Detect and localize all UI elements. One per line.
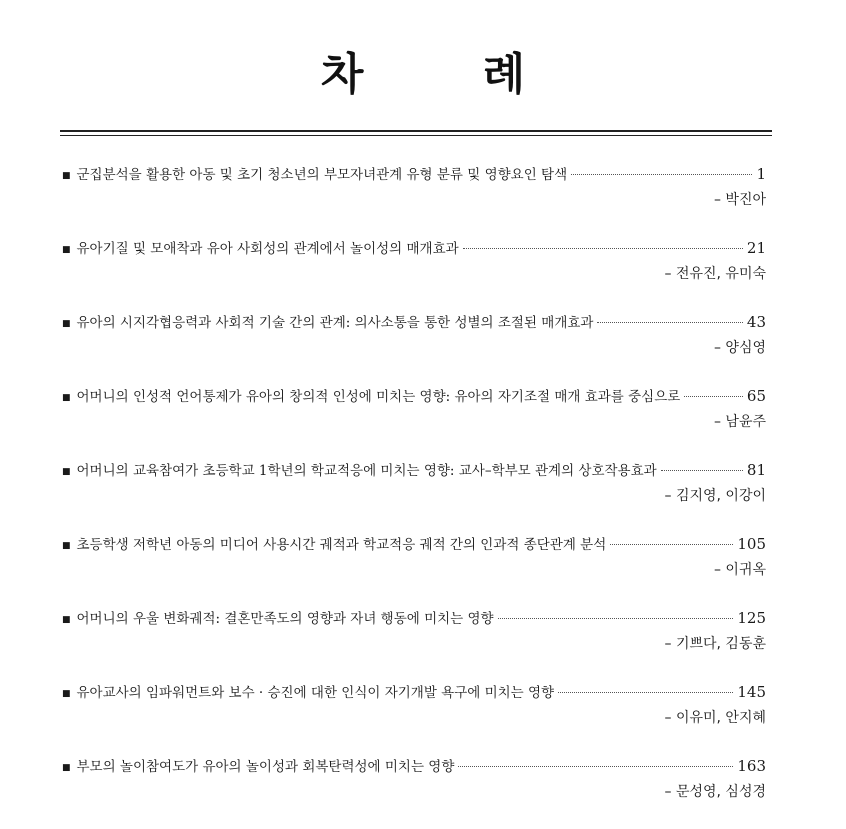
toc-entry-page-number[interactable]: 65 — [746, 387, 766, 405]
toc-entry-authors: – 이귀옥 — [713, 562, 766, 578]
toc-entry-authors: – 박진아 — [713, 192, 766, 208]
toc-entry-page-number[interactable]: 43 — [746, 313, 766, 331]
dot-leader — [661, 470, 743, 471]
toc-entry-page-number[interactable]: 163 — [737, 757, 766, 775]
toc-entry-page-number[interactable]: 21 — [746, 239, 766, 257]
dot-leader — [610, 544, 733, 545]
square-bullet-icon: ■ — [62, 393, 71, 403]
toc-entry-authors: – 김지영, 이강이 — [664, 488, 766, 504]
toc-entry-title[interactable]: 유아기질 및 모애착과 유아 사회성의 관계에서 놀이성의 매개효과 — [76, 241, 459, 257]
toc-entry[interactable] — [62, 311, 766, 385]
toc-entry-authors: – 양심영 — [713, 340, 766, 356]
square-bullet-icon: ■ — [62, 467, 71, 477]
toc-entry-line — [62, 459, 766, 481]
toc-entry-authors: – 이유미, 안지혜 — [664, 710, 766, 726]
square-bullet-icon: ■ — [62, 763, 71, 773]
toc-entry-line — [62, 163, 766, 185]
toc-entry[interactable] — [62, 163, 766, 237]
toc-entry-title[interactable]: 부모의 놀이참여도가 유아의 놀이성과 회복탄력성에 미치는 영향 — [76, 759, 455, 775]
toc-entry-title[interactable]: 어머니의 교육참여가 초등학교 1학년의 학교적응에 미치는 영향: 교사–학부모 관계의 상호작용효과 — [76, 463, 657, 479]
toc-entry[interactable] — [62, 237, 766, 311]
dot-leader — [498, 618, 734, 619]
toc-entry-line — [62, 681, 766, 703]
toc-entry-title[interactable]: 초등학생 저학년 아동의 미디어 사용시간 궤적과 학교적응 궤적 간의 인과적 종단관계 분석 — [76, 537, 607, 553]
toc-entry[interactable] — [62, 607, 766, 681]
toc-entry-title[interactable]: 군집분석을 활용한 아동 및 초기 청소년의 부모자녀관계 유형 분류 및 영향요인 탐색 — [76, 167, 568, 183]
toc-entry-line — [62, 533, 766, 555]
title-divider-thick — [60, 130, 772, 132]
dot-leader — [571, 174, 752, 175]
toc-entry-authors: – 기쁘다, 김동훈 — [664, 636, 766, 652]
dot-leader — [684, 396, 743, 397]
dot-leader — [597, 322, 742, 323]
toc-entry-title[interactable]: 어머니의 우울 변화궤적: 결혼만족도의 영향과 자녀 행동에 미치는 영향 — [76, 611, 494, 627]
toc-entry[interactable] — [62, 385, 766, 459]
square-bullet-icon: ■ — [62, 245, 71, 255]
square-bullet-icon: ■ — [62, 319, 71, 329]
toc-entry-title[interactable]: 어머니의 인성적 언어통제가 유아의 창의적 인성에 미치는 영향: 유아의 자기조절 매개 효과를 중심으로 — [76, 389, 681, 405]
toc-entry-line — [62, 607, 766, 629]
toc-entry-authors: – 문성영, 심성경 — [664, 784, 766, 800]
toc-entry[interactable] — [62, 755, 766, 829]
toc-entry-title[interactable]: 유아의 시지각협응력과 사회적 기술 간의 관계: 의사소통을 통한 성별의 조절된 매개효과 — [76, 315, 594, 331]
dot-leader — [458, 766, 733, 767]
square-bullet-icon: ■ — [62, 689, 71, 699]
toc-entry[interactable] — [62, 681, 766, 755]
toc-entry[interactable] — [62, 533, 766, 607]
toc-entry-line — [62, 311, 766, 333]
toc-entry-page-number[interactable]: 1 — [756, 165, 766, 183]
toc-entry-page-number[interactable]: 125 — [737, 609, 766, 627]
square-bullet-icon: ■ — [62, 171, 71, 181]
toc-entry-title[interactable]: 유아교사의 임파워먼트와 보수 · 승진에 대한 인식이 자기개발 욕구에 미치는 영향 — [76, 685, 555, 701]
page-title: 차 례 — [320, 49, 578, 100]
dot-leader — [558, 692, 733, 693]
toc-entry-authors: – 남윤주 — [713, 414, 766, 430]
toc-entry-page-number[interactable]: 145 — [737, 683, 766, 701]
toc-entry[interactable] — [62, 459, 766, 533]
dot-leader — [463, 248, 743, 249]
table-of-contents — [62, 163, 766, 829]
square-bullet-icon: ■ — [62, 615, 71, 625]
title-divider-thin — [60, 135, 772, 136]
square-bullet-icon: ■ — [62, 541, 71, 551]
toc-entry-line — [62, 237, 766, 259]
toc-entry-authors: – 전유진, 유미숙 — [664, 266, 766, 282]
toc-entry-line — [62, 755, 766, 777]
toc-entry-line — [62, 385, 766, 407]
toc-entry-page-number[interactable]: 105 — [737, 535, 766, 553]
toc-entry-page-number[interactable]: 81 — [746, 461, 766, 479]
